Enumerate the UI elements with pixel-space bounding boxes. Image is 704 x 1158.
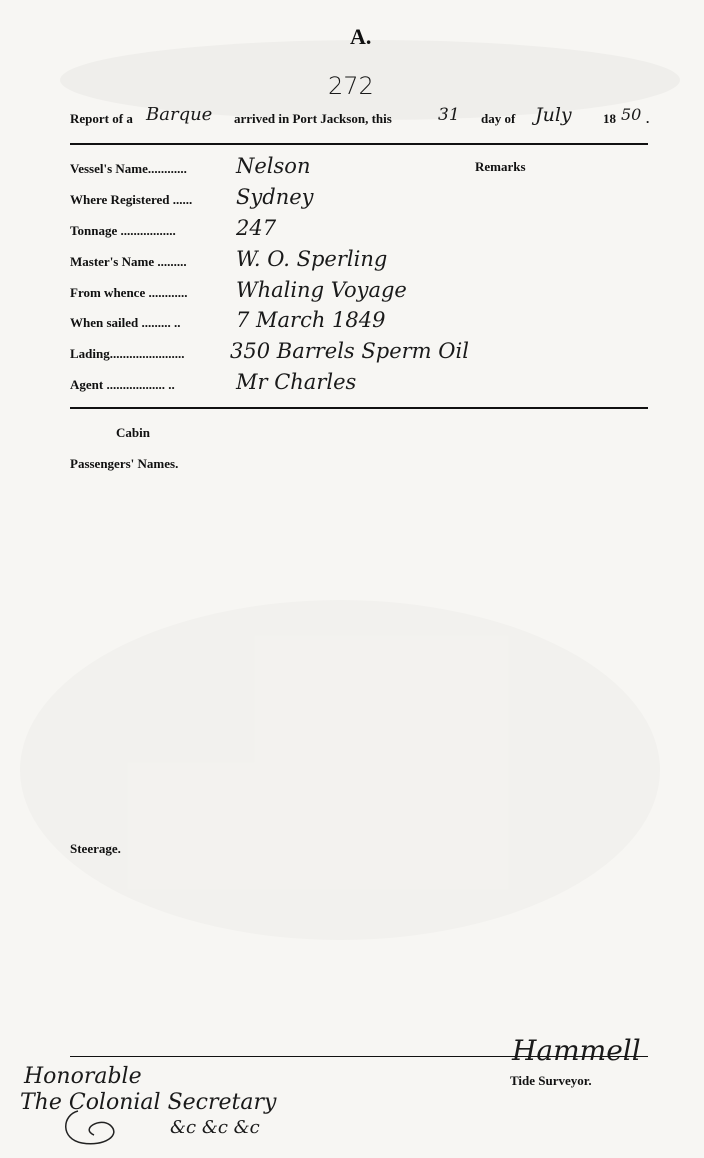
field-label-from-whence: From whence ............ — [70, 285, 188, 300]
field-label-tonnage: Tonnage ................. — [70, 223, 176, 238]
report-end: . — [646, 111, 650, 126]
field-label-vessel-name: Vessel's Name............ — [70, 161, 187, 176]
surveyor-title: Tide Surveyor. — [510, 1073, 592, 1088]
field-value-from-whence: Whaling Voyage — [236, 278, 407, 302]
field-label-lading: Lading....................... — [70, 346, 185, 361]
vessel-type: Barque — [146, 104, 213, 125]
field-value-agent: Mr Charles — [236, 370, 357, 394]
details-bottom-rule — [70, 407, 648, 409]
remarks-label: Remarks — [475, 159, 526, 174]
arrival-day: 31 — [438, 105, 460, 125]
steerage-label: Steerage. — [70, 841, 121, 856]
address-line-3: &c &c &c — [170, 1117, 260, 1138]
field-label-masters-name: Master's Name ......... — [70, 254, 187, 269]
year-prefix: 18 — [603, 111, 616, 126]
field-value-where-registered: Sydney — [236, 185, 314, 209]
field-value-vessel-name: Nelson — [236, 154, 311, 178]
report-prefix: Report of a — [70, 111, 133, 126]
cabin-label: Cabin — [116, 425, 150, 440]
field-value-lading: 350 Barrels Sperm Oil — [230, 339, 469, 363]
address-line-1: Honorable — [24, 1064, 142, 1089]
field-label-when-sailed: When sailed ......... .. — [70, 315, 181, 330]
report-middle: arrived in Port Jackson, this — [234, 111, 392, 126]
address-line-2: The Colonial Secretary — [20, 1090, 277, 1115]
field-label-agent: Agent .................. .. — [70, 377, 175, 392]
arrival-month: July — [535, 104, 572, 126]
field-value-when-sailed: 7 March 1849 — [236, 308, 386, 332]
flourish-icon — [58, 1105, 128, 1147]
field-label-where-registered: Where Registered ...... — [70, 192, 193, 207]
passengers-label: Passengers' Names. — [70, 456, 179, 471]
form-letter: A. — [350, 24, 372, 49]
surveyor-signature: Hammell — [512, 1034, 641, 1067]
field-value-masters-name: W. O. Sperling — [236, 247, 388, 271]
day-label: day of — [481, 111, 516, 126]
year-suffix: 50 — [621, 105, 642, 124]
scan-smudge — [20, 600, 660, 940]
top-rule — [70, 143, 648, 145]
field-value-tonnage: 247 — [236, 216, 277, 240]
folio-number: 272 — [328, 72, 374, 100]
